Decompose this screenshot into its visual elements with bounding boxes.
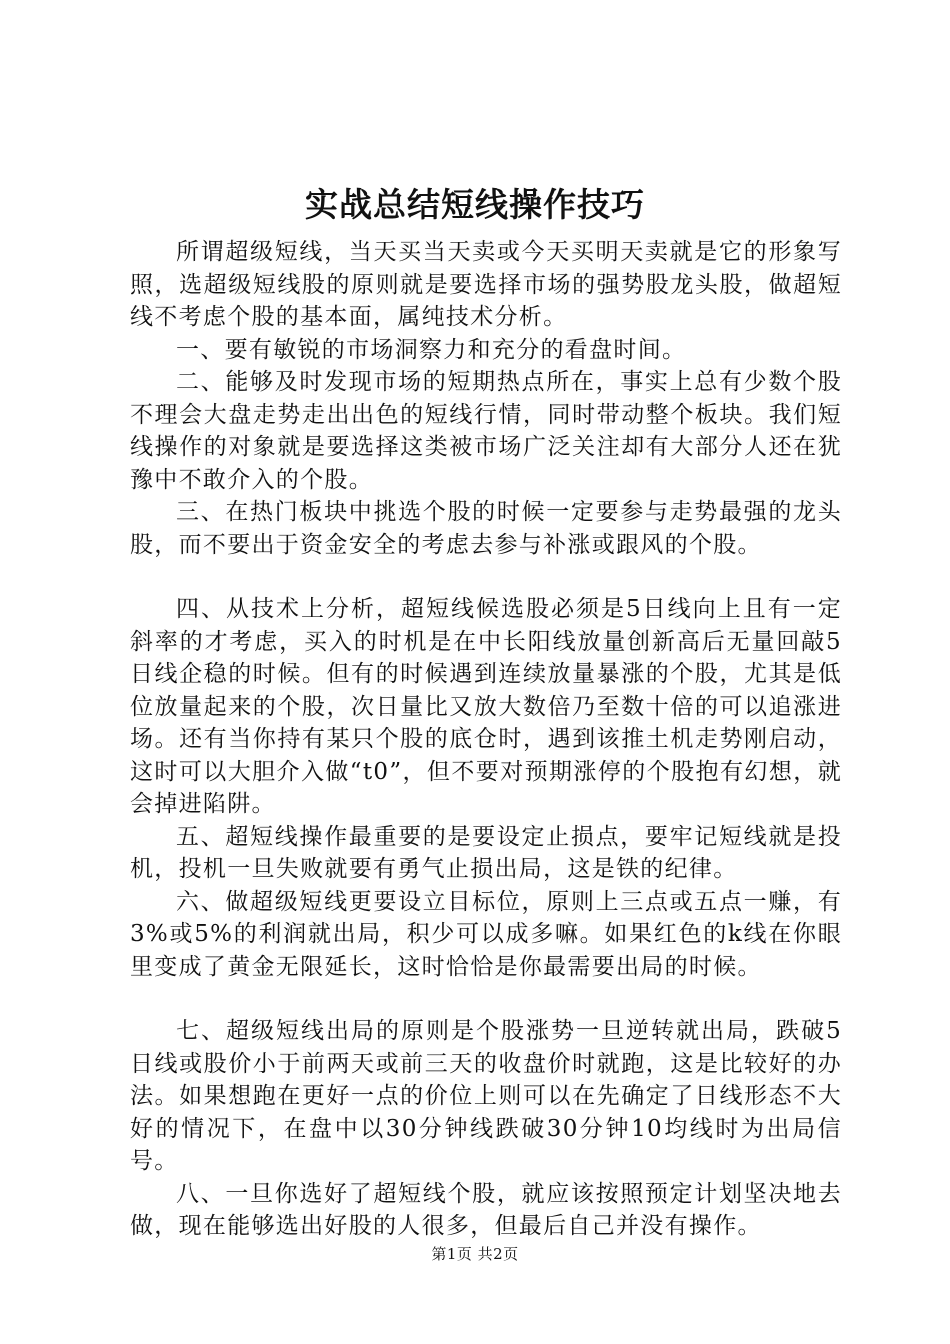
paragraph-point-3: 三、在热门板块中挑选个股的时候一定要参与走势最强的龙头股，而不要出于资金安全的考虑去参与补涨或跟风的个股。 [130,499,842,558]
page-number-footer: 第1页 共2页 [431,1245,519,1263]
document-body [130,236,842,1243]
paragraph-intro: 所谓超级短线，当天买当天卖或今天买明天卖就是它的形象写照，选超级短线股的原则就是要选择市场的强势股龙头股，做超短线不考虑个股的基本面，属纯技术分析。 [130,239,842,330]
paragraph-point-6: 六、做超级短线更要设立目标位，原则上三点或五点一赚，有3%或5%的利润就出局，积少可以成多嘛。如果红色的k线在你眼里变成了黄金无限延长，这时恰恰是你最需要出局的时候。 [130,888,842,980]
paragraph-point-8: 八、一旦你选好了超短线个股，就应该按照预定计划坚决地去做，现在能够选出好股的人很多，但最后自己并没有操作。 [130,1180,842,1239]
paragraph-point-2: 二、能够及时发现市场的短期热点所在，事实上总有少数个股不理会大盘走势走出出色的短线行情，同时带动整个板块。我们短线操作的对象就是要选择这类被市场广泛关注却有大部分人还在犹豫中不敢介入的个股。 [130,369,842,493]
paragraph-point-7: 七、超级短线出局的原则是个股涨势一旦逆转就出局，跌破5日线或股价小于前两天或前三天的收盘价时就跑，这是比较好的办法。如果想跑在更好一点的价位上则可以在先确定了日线形态不大好的情况下，在盘中以30分钟线跌破30分钟10均线时为出局信号。 [130,1018,842,1174]
paragraph-point-5: 五、超短线操作最重要的是要设定止损点，要牢记短线就是投机，投机一旦失败就要有勇气止损出局，这是铁的纪律。 [130,823,842,882]
paragraph-point-1: 一、要有敏锐的市场洞察力和充分的看盘时间。 [176,336,687,363]
document-title: 实战总结短线操作技巧 [305,185,645,224]
paragraph-point-4: 四、从技术上分析，超短线候选股必须是5日线向上且有一定斜率的才考虑，买入的时机是在中长阳线放量创新高后无量回敲5日线企稳的时候。但有的时候遇到连续放量暴涨的个股，尤其是低位放量起来的个股，次日量比又放大数倍乃至数十倍的可以追涨进场。还有当你持有某只个股的底仓时，遇到该推土机走势刚启动，这时可以大胆介入做“t0”，但不要对预期涨停的个股抱有幻想，就会掉进陷阱。 [130,596,842,817]
